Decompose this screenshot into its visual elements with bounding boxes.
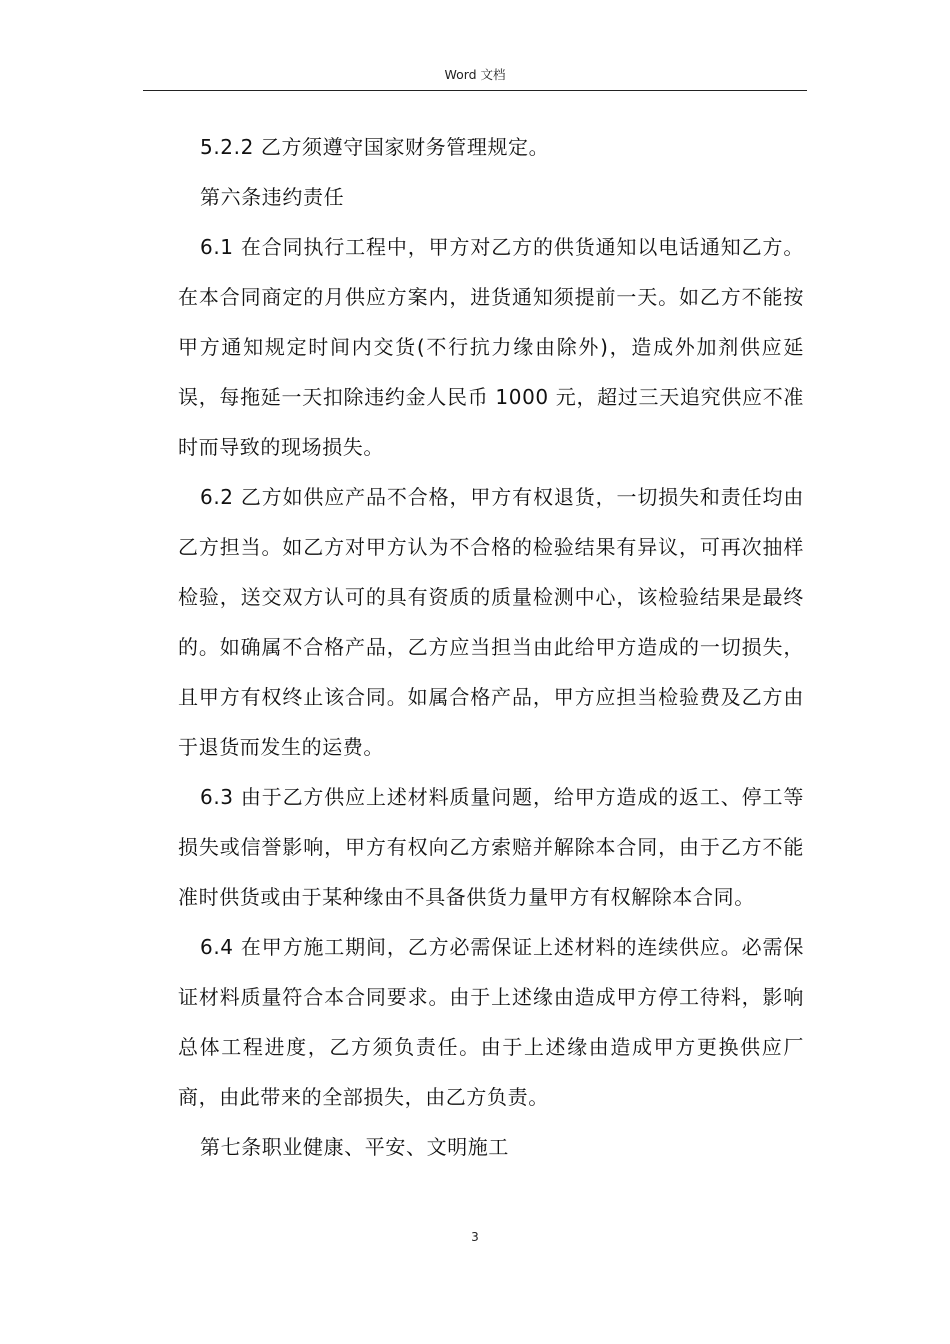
document-body — [178, 122, 804, 1172]
header-title: Word 文档 — [444, 67, 506, 82]
clause-6-4: 6.4 在甲方施工期间，乙方必需保证上述材料的连续供应。必需保证材料质量符合本合同要求。由于上述缘由造成甲方停工待料，影响总体工程进度，乙方须负责任。由于上述缘由造成甲方更换供应厂商，由此带来的全部损失，由乙方负责。 — [178, 935, 804, 1109]
article-7-heading: 第七条职业健康、平安、文明施工 — [200, 1135, 509, 1159]
page-header — [143, 66, 807, 91]
clause-5-2-2: 5.2.2 乙方须遵守国家财务管理规定。 — [200, 135, 550, 159]
clause-6-3: 6.3 由于乙方供应上述材料质量问题，给甲方造成的返工、停工等损失或信誉影响，甲方有权向乙方索赔并解除本合同，由于乙方不能准时供货或由于某种缘由不具备供货力量甲方有权解除本合同。 — [178, 785, 804, 909]
page-number: 3 — [471, 1230, 479, 1244]
clause-6-1: 6.1 在合同执行工程中，甲方对乙方的供货通知以电话通知乙方。在本合同商定的月供应方案内，进货通知须提前一天。如乙方不能按甲方通知规定时间内交货(不行抗力缘由除外)，造成外加剂供应延误，每拖延一天扣除违约金人民币 1000 元，超过三天追究供应不准时而导致的现场损失。 — [178, 235, 804, 459]
article-6-heading: 第六条违约责任 — [200, 185, 345, 209]
clause-6-2: 6.2 乙方如供应产品不合格，甲方有权退货，一切损失和责任均由乙方担当。如乙方对甲方认为不合格的检验结果有异议，可再次抽样检验，送交双方认可的具有资质的质量检测中心，该检验结果是最终的。如确属不合格产品，乙方应当担当由此给甲方造成的一切损失，且甲方有权终止该合同。如属合格产品，甲方应担当检验费及乙方由于退货而发生的运费。 — [178, 485, 804, 759]
